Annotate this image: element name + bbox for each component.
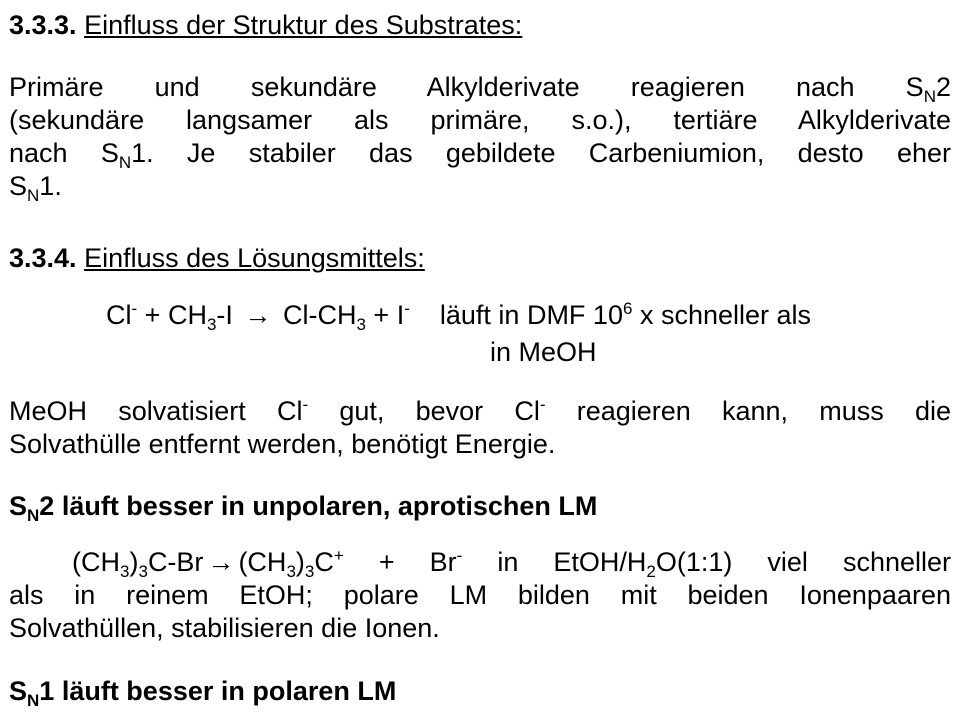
- text-line: Primäre und sekundäre Alkylderivate reagieren nach $S_N2$: [9, 72, 951, 106]
- text-line: (sekundäre langsamer als primäre, s.o.), tertiäre Alkylderivate: [9, 105, 951, 135]
- text-line: $S_N1$.: [9, 171, 62, 205]
- section-title: Einfluss der Struktur des Substrates:: [84, 10, 523, 40]
- section-title: Einfluss des Lösungsmittels:: [84, 243, 425, 273]
- section-number: 3.3.4.: [9, 243, 77, 273]
- reaction-equation-1-continuation: in MeOH: [490, 337, 597, 367]
- paragraph-ethanol-water: [9, 546, 951, 645]
- section-number: 3.3.3.: [9, 10, 77, 40]
- text-line: als in reinem EtOH; polare LM bilden mit beiden Ionenpaaren: [9, 580, 951, 610]
- sn2-conclusion: $S_N2$ läuft besser in unpolaren, aprotischen LM: [9, 491, 598, 525]
- reaction-arrow-icon: →: [207, 547, 235, 577]
- text-line: Solvathüllen, stabilisieren die Ionen.: [9, 613, 440, 643]
- reaction-arrow-icon: →: [244, 300, 272, 330]
- reaction-equation-1: $Cl^- + CH_3-I \to Cl-CH_3 + I^-$ läuft in DMF $10^6$ x schneller als: [106, 299, 812, 334]
- section-heading-3-3-3: [9, 9, 522, 42]
- sn1-conclusion: $S_N1$ läuft besser in polaren LM: [9, 676, 397, 710]
- text-line: $(CH_3)_3C-Br \to (CH_3)_3C^+ + Br^-$ in EtOH/$H_2O(1:1)$ viel schneller: [72, 546, 951, 581]
- text-line: nach $S_N1$. Je stabiler das gebildete Carbeniumion, desto eher: [9, 138, 951, 172]
- paragraph-substrate-structure: [9, 71, 951, 203]
- text-line: MeOH solvatisiert Cl- gut, bevor Cl- reagieren kann, muss die: [9, 395, 952, 426]
- paragraph-meoh-solvation: [9, 395, 951, 461]
- section-heading-3-3-4: [9, 242, 425, 275]
- text-line: Solvathülle entfernt werden, benötigt Energie.: [9, 429, 556, 459]
